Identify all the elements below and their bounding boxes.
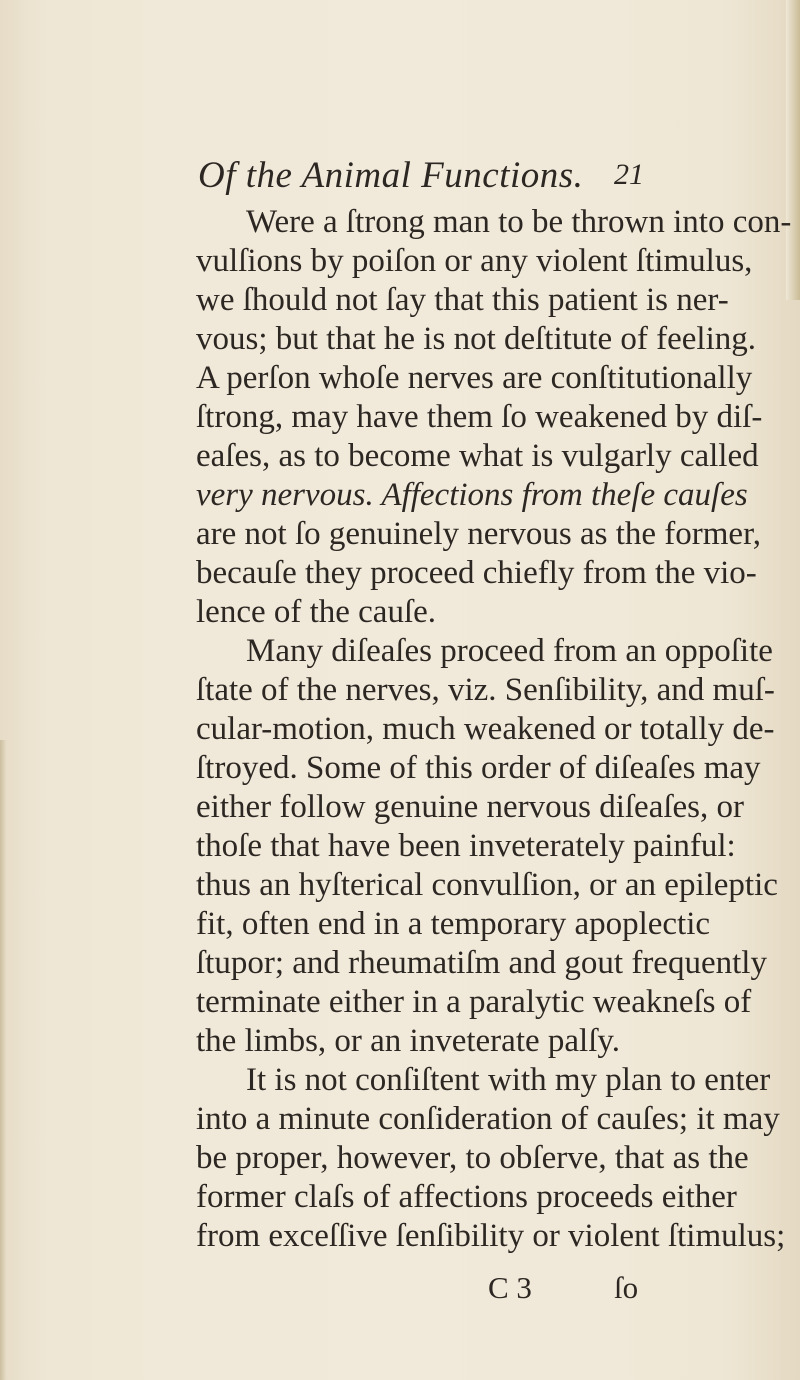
text-line: ſtroyed. Some of this order of diſeaſes may (196, 750, 761, 786)
text-line: Were a ſtrong man to be thrown into con- (246, 204, 792, 240)
signature-mark: C 3 (488, 1270, 532, 1305)
text-line: from exceſſive ſenſibility or violent ſtimulus; (196, 1218, 786, 1254)
text-line: we ſhould not ſay that this patient is ner- (196, 282, 729, 318)
text-line: It is not conſiſtent with my plan to enter (246, 1062, 771, 1098)
text-line: cular-motion, much weakened or totally de- (196, 711, 775, 747)
catchword: ſo (614, 1270, 639, 1305)
text-line: into a minute conſideration of cauſes; it may (196, 1101, 780, 1137)
text-line: either follow genuine nervous diſeaſes, or (196, 789, 744, 825)
text-line: ſtrong, may have them ſo weakened by diſ- (196, 399, 763, 435)
text-line: Many diſeaſes proceed from an oppoſite (246, 633, 773, 669)
text-line: A perſon whoſe nerves are conſtitutionally (196, 360, 753, 396)
page-number: 21 (614, 158, 644, 191)
running-title: Of the Animal Functions. (198, 155, 584, 196)
running-head (0, 150, 800, 200)
text-line: eaſes, as to become what is vulgarly called (196, 438, 759, 474)
text-line: the limbs, or an inveterate palſy. (196, 1023, 620, 1059)
text-line: are not ſo genuinely nervous as the former, (196, 516, 761, 552)
text-line: vulſions by poiſon or any violent ſtimulus, (196, 243, 753, 279)
text-line: thus an hyſterical convulſion, or an epileptic (196, 867, 778, 903)
text-line: vous; but that he is not deſtitute of feeling. (196, 321, 756, 357)
text-line: becauſe they proceed chiefly from the vio- (196, 555, 757, 591)
text-line: lence of the cauſe. (196, 594, 437, 630)
text-line: thoſe that have been inveterately painful: (196, 828, 736, 864)
text-line: very nervous. Affections from theſe cauſes (196, 477, 748, 513)
text-line: be proper, however, to obſerve, that as the (196, 1140, 749, 1176)
page-gutter-shadow (0, 740, 6, 1380)
text-line: ſtupor; and rheumatiſm and gout frequently (196, 945, 767, 981)
text-line: ſtate of the nerves, viz. Senſibility, and muſ- (196, 672, 775, 708)
text-line: fit, often end in a temporary apoplectic (196, 906, 711, 942)
text-line: former claſs of affections proceeds either (196, 1179, 737, 1215)
text-line: terminate either in a paralytic weakneſs of (196, 984, 752, 1020)
